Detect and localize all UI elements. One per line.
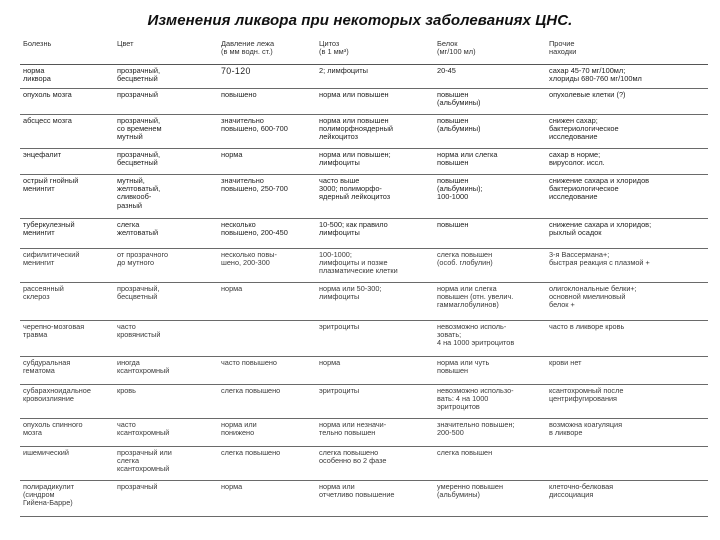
cell-protein: слегка повышен — [434, 447, 546, 481]
cell-other — [546, 447, 708, 481]
table-row — [20, 149, 708, 175]
cell-pressure: несколько повышено, 200-450 — [218, 219, 316, 249]
table-row — [20, 283, 708, 321]
cell-disease: рассеянный склероз — [20, 283, 114, 321]
cell-other: 3-я Вассермана+; быстрая реакция с плазмой + — [546, 249, 708, 283]
cell-cytosis: 100-1000; лимфоциты и позже плазматические клетки — [316, 249, 434, 283]
cell-protein: слегка повышен (особ. глобулин) — [434, 249, 546, 283]
cell-disease: сифилитический менингит — [20, 249, 114, 283]
cell-disease: абсцесс мозга — [20, 115, 114, 149]
cell-color: часто ксантохромный — [114, 419, 218, 447]
csf-changes-table — [20, 36, 708, 517]
cell-color: кровь — [114, 385, 218, 419]
cell-protein: умеренно повышен (альбумины) — [434, 481, 546, 517]
cell-protein: невозможно использо- вать: 4 на 1000 эритроцитов — [434, 385, 546, 419]
cell-disease: ишемический — [20, 447, 114, 481]
cell-color: от прозрачного до мутного — [114, 249, 218, 283]
table-row — [20, 419, 708, 447]
cell-other: снижение сахара и хлоридов; рыхлый осадок — [546, 219, 708, 249]
cell-disease: полирадикулит (синдром Гийена-Барре) — [20, 481, 114, 517]
cell-pressure: норма — [218, 481, 316, 517]
cell-pressure: норма — [218, 149, 316, 175]
cell-color: прозрачный или слегка ксантохромный — [114, 447, 218, 481]
cell-cytosis: норма или незначи- тельно повышен — [316, 419, 434, 447]
cell-disease: острый гнойный менингит — [20, 175, 114, 219]
cell-protein: невозможно исполь- зовать; 4 на 1000 эритроцитов — [434, 321, 546, 357]
header-other-findings: Прочие находки — [546, 36, 708, 65]
table-header-row — [20, 36, 708, 65]
cell-protein: повышен — [434, 219, 546, 249]
cell-disease: норма ликвора — [20, 65, 114, 89]
cell-other: олигоклональные белки+; основной миелиновый белок + — [546, 283, 708, 321]
csf-changes-table-container — [20, 36, 708, 517]
cell-color: часто кровянистый — [114, 321, 218, 357]
cell-cytosis: норма — [316, 357, 434, 385]
cell-protein: норма или чуть повышен — [434, 357, 546, 385]
cell-other: клеточно-белковая диссоциация — [546, 481, 708, 517]
cell-cytosis: эритроциты — [316, 385, 434, 419]
cell-protein: повышен (альбумины) — [434, 115, 546, 149]
cell-color: иногда ксантохромный — [114, 357, 218, 385]
cell-color: прозрачный, бесцветный — [114, 149, 218, 175]
cell-other: ксантохромный после центрифугирования — [546, 385, 708, 419]
cell-other: снижен сахар; бактериологическое исследование — [546, 115, 708, 149]
cell-disease: черепно-мозговая травма — [20, 321, 114, 357]
cell-color: прозрачный — [114, 89, 218, 115]
cell-other: возможна коагуляция в ликворе — [546, 419, 708, 447]
cell-color: мутный, желтоватый, сливкооб- разный — [114, 175, 218, 219]
cell-disease: опухоль спинного мозга — [20, 419, 114, 447]
cell-other: сахар в норме; вирусолог. иссл. — [546, 149, 708, 175]
cell-cytosis: часто выше 3000; полиморфо- ядерный лейкоцитоз — [316, 175, 434, 219]
table-row — [20, 321, 708, 357]
cell-pressure: норма — [218, 283, 316, 321]
cell-cytosis: норма или 50-300; лимфоциты — [316, 283, 434, 321]
cell-other: сахар 45-70 мг/100мл; хлориды 680-760 мг/100мл — [546, 65, 708, 89]
cell-pressure: несколько повы- шено, 200-300 — [218, 249, 316, 283]
cell-pressure: значительно повышено, 600-700 — [218, 115, 316, 149]
cell-protein: 20-45 — [434, 65, 546, 89]
table-row — [20, 65, 708, 89]
cell-pressure: часто повышено — [218, 357, 316, 385]
header-color: Цвет — [114, 36, 218, 65]
table-row — [20, 89, 708, 115]
cell-pressure: слегка повышено — [218, 385, 316, 419]
table-row — [20, 447, 708, 481]
cell-cytosis: слегка повышено особенно во 2 фазе — [316, 447, 434, 481]
cell-other: снижение сахара и хлоридов бактериологическое исследование — [546, 175, 708, 219]
header-protein: Белок (мг/100 мл) — [434, 36, 546, 65]
table-row — [20, 385, 708, 419]
cell-cytosis: норма или повышен; лимфоциты — [316, 149, 434, 175]
cell-pressure: норма или понижено — [218, 419, 316, 447]
cell-disease: субдуральная гематома — [20, 357, 114, 385]
table-row — [20, 175, 708, 219]
table-row — [20, 481, 708, 517]
header-cytosis: Цитоз (в 1 мм³) — [316, 36, 434, 65]
cell-color: прозрачный, бесцветный — [114, 283, 218, 321]
cell-color: прозрачный — [114, 481, 218, 517]
cell-cytosis: норма или повышен полиморфноядерный лейкоцитоз — [316, 115, 434, 149]
cell-cytosis: норма или повышен — [316, 89, 434, 115]
cell-color: прозрачный, бесцветный — [114, 65, 218, 89]
cell-protein: значительно повышен; 200-500 — [434, 419, 546, 447]
cell-color: прозрачный, со временем мутный — [114, 115, 218, 149]
cell-pressure: повышено — [218, 89, 316, 115]
cell-cytosis: 2; лимфоциты — [316, 65, 434, 89]
cell-protein: повышен (альбумины); 100-1000 — [434, 175, 546, 219]
table-row — [20, 357, 708, 385]
cell-protein: норма или слегка повышен (отн. увелич. гаммаглобулинов) — [434, 283, 546, 321]
table-row — [20, 115, 708, 149]
cell-cytosis: эритроциты — [316, 321, 434, 357]
table-row — [20, 249, 708, 283]
cell-pressure — [218, 321, 316, 357]
cell-other: опухолевые клетки (?) — [546, 89, 708, 115]
page-title: Изменения ликвора при некоторых заболеваниях ЦНС. — [147, 12, 573, 29]
cell-pressure: слегка повышено — [218, 447, 316, 481]
table-row — [20, 219, 708, 249]
cell-cytosis: норма или отчетливо повышение — [316, 481, 434, 517]
cell-cytosis: 10-500; как правило лимфоциты — [316, 219, 434, 249]
cell-disease: опухоль мозга — [20, 89, 114, 115]
cell-pressure: 70-120 — [218, 65, 316, 89]
cell-disease: энцефалит — [20, 149, 114, 175]
cell-other: крови нет — [546, 357, 708, 385]
header-pressure: Давление лежа (в мм водн. ст.) — [218, 36, 316, 65]
header-disease: Болезнь — [20, 36, 114, 65]
cell-disease: туберкулезный менингит — [20, 219, 114, 249]
cell-other: часто в ликворе кровь — [546, 321, 708, 357]
cell-disease: субарахноидальное кровоизлияние — [20, 385, 114, 419]
cell-protein: норма или слегка повышен — [434, 149, 546, 175]
cell-color: слегка желтоватый — [114, 219, 218, 249]
cell-protein: повышен (альбумины) — [434, 89, 546, 115]
cell-pressure: значительно повышено, 250-700 — [218, 175, 316, 219]
